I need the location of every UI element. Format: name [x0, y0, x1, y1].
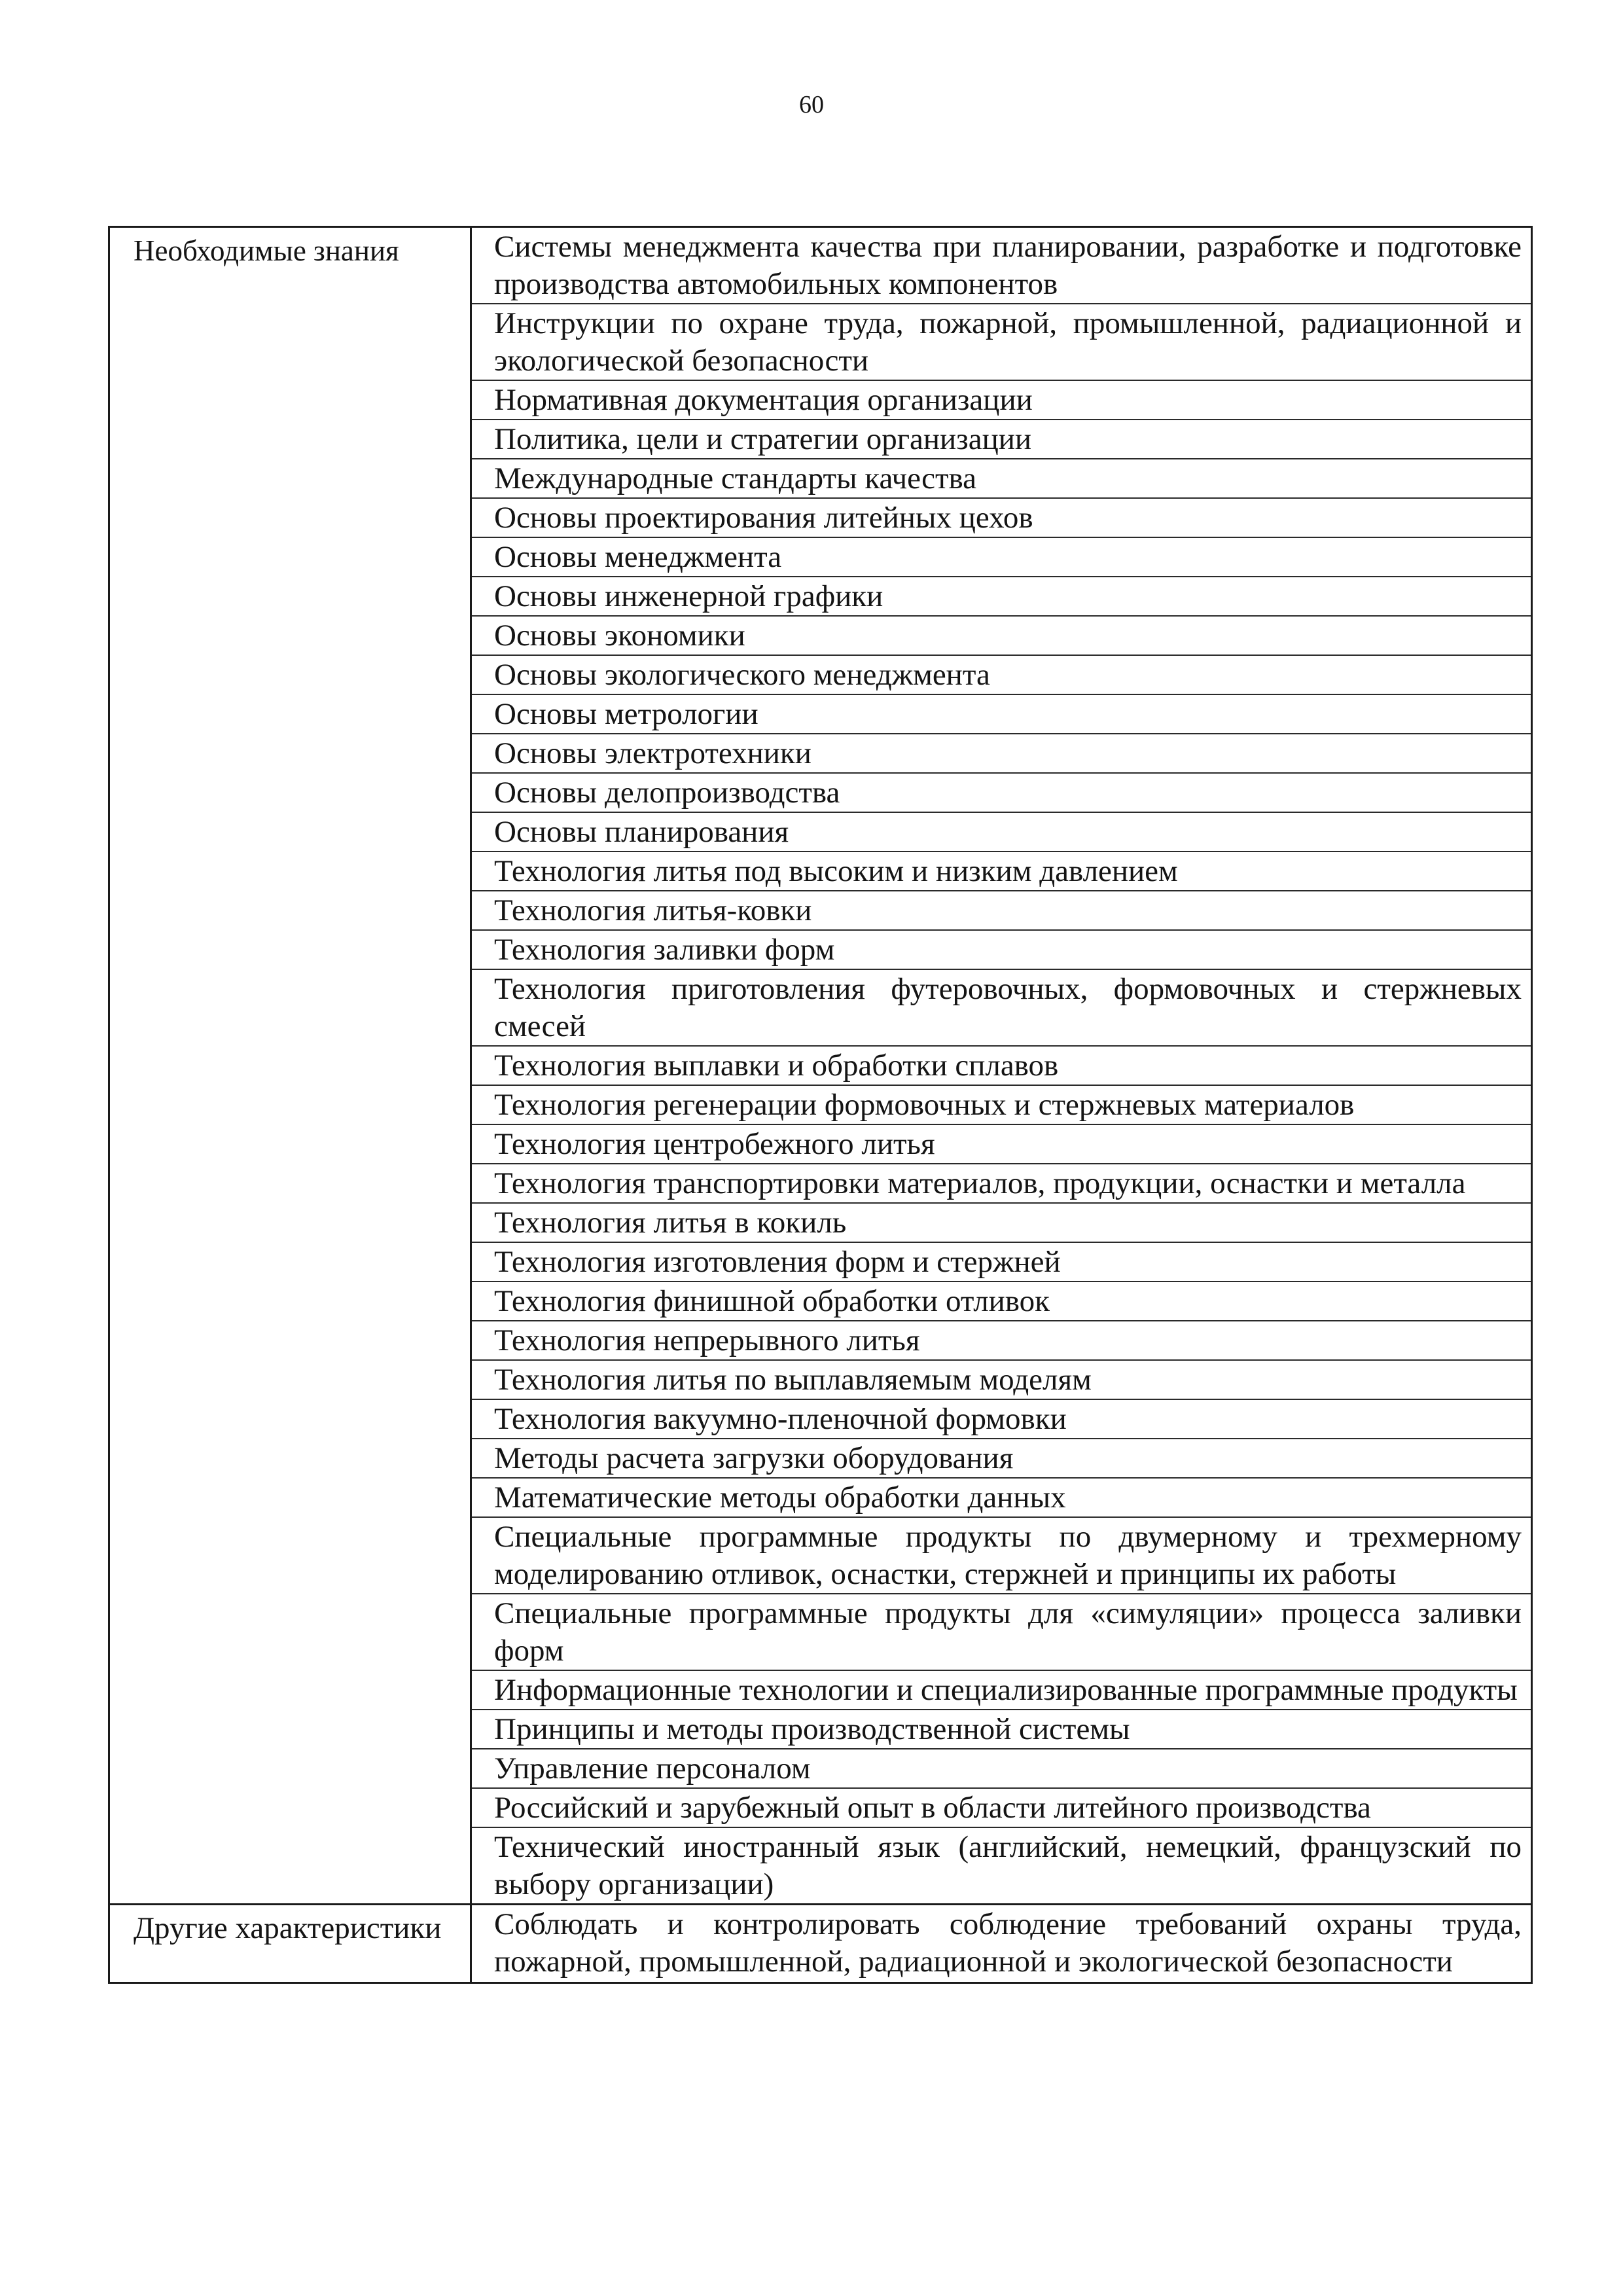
list-item: Управление персоналом: [472, 1749, 1531, 1789]
list-item: Технология вакуумно-пленочной формовки: [472, 1400, 1531, 1439]
list-item: Технология финишной обработки отливок: [472, 1282, 1531, 1321]
list-item: Технология заливки форм: [472, 931, 1531, 970]
list-item: Информационные технологии и специализированные программные продукты: [472, 1671, 1531, 1710]
list-item: Технология литья под высоким и низким давлением: [472, 852, 1531, 891]
list-item: Системы менеджмента качества при планировании, разработке и подготовке производства автомобильных компонентов: [472, 228, 1531, 304]
list-item: Технология центробежного литья: [472, 1125, 1531, 1164]
list-item: Технология транспортировки материалов, продукции, оснастки и металла: [472, 1164, 1531, 1204]
list-item: Математические методы обработки данных: [472, 1479, 1531, 1518]
list-item: Технология приготовления футеровочных, формовочных и стержневых смесей: [472, 970, 1531, 1047]
knowledge-cell: [471, 227, 1532, 1905]
list-item: Нормативная документация организации: [472, 381, 1531, 420]
list-item: Основы экономики: [472, 617, 1531, 656]
list-item: Основы метрологии: [472, 695, 1531, 734]
list-item: Политика, цели и стратегии организации: [472, 420, 1531, 459]
list-item: Основы делопроизводства: [472, 774, 1531, 813]
list-item: Международные стандарты качества: [472, 459, 1531, 499]
list-item: Специальные программные продукты по двумерному и трехмерному моделированию отливок, оснастки, стержней и принципы их работы: [472, 1518, 1531, 1594]
list-item: Основы менеджмента: [472, 538, 1531, 577]
list-item: Основы электротехники: [472, 734, 1531, 774]
list-item: Основы экологического менеджмента: [472, 656, 1531, 695]
table-row-other: [109, 1905, 1532, 1983]
qualification-table: [108, 226, 1533, 1984]
other-characteristics-text: Соблюдать и контролировать соблюдение требований охраны труда, пожарной, промышленной, радиационной и экологической безопасности: [494, 1907, 1522, 1979]
list-item: Специальные программные продукты для «симуляции» процесса заливки форм: [472, 1594, 1531, 1671]
other-cell: [471, 1905, 1532, 1983]
table-row-knowledge: [109, 227, 1532, 1905]
list-item: Технология непрерывного литья: [472, 1321, 1531, 1361]
list-item: Основы инженерной графики: [472, 577, 1531, 617]
list-item: Технология изготовления форм и стержней: [472, 1243, 1531, 1282]
list-item: Российский и зарубежный опыт в области литейного производства: [472, 1789, 1531, 1828]
row-label-knowledge: Необходимые знания: [109, 227, 471, 1905]
list-item: Технология литья в кокиль: [472, 1204, 1531, 1243]
list-item: Инструкции по охране труда, пожарной, промышленной, радиационной и экологической безопасности: [472, 304, 1531, 381]
list-item: Технология литья по выплавляемым моделям: [472, 1361, 1531, 1400]
list-item: Методы расчета загрузки оборудования: [472, 1439, 1531, 1479]
list-item: Технология литья-ковки: [472, 891, 1531, 931]
knowledge-list: [472, 228, 1531, 1903]
row-label-other: Другие характеристики: [109, 1905, 471, 1983]
list-item: Основы проектирования литейных цехов: [472, 499, 1531, 538]
list-item: Технология регенерации формовочных и стержневых материалов: [472, 1086, 1531, 1125]
list-item: Технология выплавки и обработки сплавов: [472, 1047, 1531, 1086]
list-item: Основы планирования: [472, 813, 1531, 852]
page-number: 60: [799, 91, 824, 118]
list-item: Технический иностранный язык (английский, немецкий, французский по выбору организации): [494, 1830, 1522, 1901]
list-item: Принципы и методы производственной системы: [472, 1710, 1531, 1749]
